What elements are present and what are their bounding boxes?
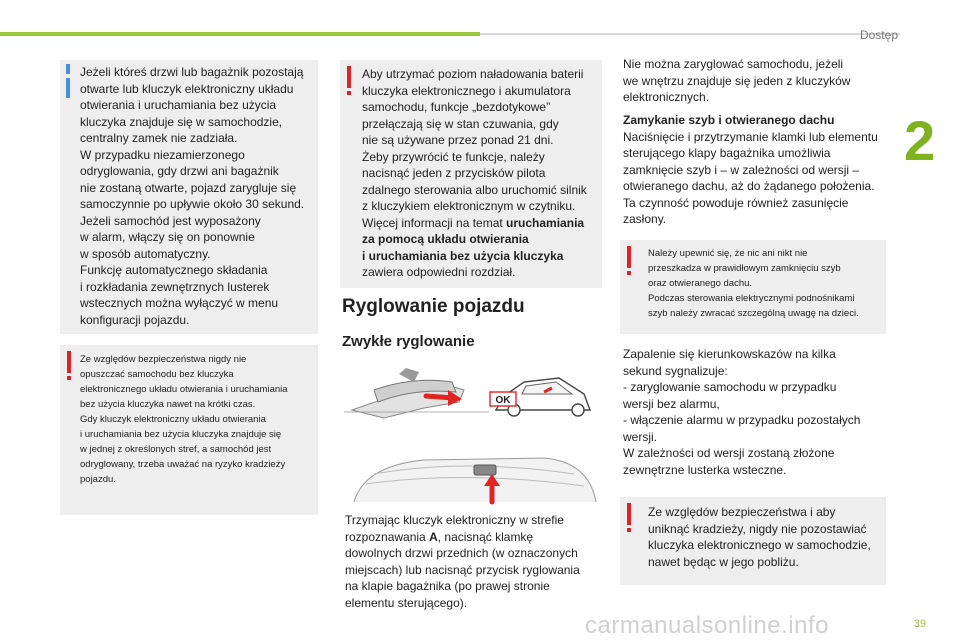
warning-mid-text-end: zawiera odpowiedni rozdział.: [362, 265, 516, 279]
locking-illustration: [344, 362, 602, 508]
bullet-text-after: , nacisnąć klamkę dowolnych drzwi przednich (w oznaczonych miejscach) lub nacisnąć przycisk ryglowania na klapie bagażnika (po prawej stronie elementu sterującego).: [345, 529, 580, 610]
warning-left-text: Ze względów bezpieczeństwa nigdy nie opuszczać samochodu bez kluczyka elektronicznego układu otwierania i uruchamiania bez użycia kluczyka nawet na krótki czas. Gdy kluczyk elektroniczny układu otwierania i uruchamiania bez użycia kluczyka znajduje się w jednej z określonych stref, a samochód jest odryglowany, trzeba uważać na ryzyko kradzieży pojazdu.: [80, 354, 288, 485]
tailgate-figure: [354, 458, 596, 502]
subsection-heading: Zwykłe ryglowanie: [342, 333, 475, 350]
windows-section: [623, 112, 888, 228]
right-intro-text: Nie można zaryglować samochodu, jeżeli we wnętrzu znajduje się jeden z kluczyków elektronicznych.: [623, 57, 851, 104]
warning-right-1-text: Należy upewnić się, że nic ani nikt nie przeszkadza w prawidłowym zamknięciu szyb oraz otwieranego dachu. Podczas sterowania elektrycznymi podnośnikami szyb należy zwracać szczególną uwagę na dzieci.: [648, 248, 859, 319]
watermark: carmanualsonline.info: [585, 612, 829, 639]
section-heading: Ryglowanie pojazdu: [342, 296, 525, 317]
warning-mid-text-plain: Aby utrzymać poziom naładowania baterii kluczyka elektronicznego i akumulatora samochodu, funkcje „bezdotykowe” przełączają się w stan czuwania, gdy nie są używane przez ponad 21 dni. Żeby przywrócić te funkcje, należy nacisnąć jeden z przycisków pilota zdalnego sterowania albo uruchomić silnik z kluczykiem elektronicznym w czytniku. Więcej informacji na temat: [362, 67, 587, 230]
warning-icon: [627, 246, 631, 268]
tailgate-lock-button: [474, 465, 496, 475]
warning-right-2-text: Ze względów bezpieczeństwa i aby uniknąć kradzieży, nigdy nie pozostawiać kluczyka elektronicznego w samochodzie, nawet będąc w jego pobliżu.: [648, 505, 871, 569]
info-icon: [66, 78, 70, 98]
page-number: 39: [913, 618, 926, 630]
warning-icon-dot: [347, 91, 351, 95]
instruction-bullet: [345, 512, 607, 611]
chapter-number: 2: [904, 109, 936, 172]
warning-icon: [347, 66, 351, 88]
section-title: Dostęp: [859, 28, 898, 42]
warning-mid-text-bold: uruchamiania za pomocą układu otwierania i uruchamiania bez użycia kluczyka: [362, 215, 585, 263]
ok-label: OK: [495, 395, 511, 406]
warning-icon-dot: [627, 271, 631, 275]
header-divider: [480, 33, 900, 35]
warning-icon-dot: [627, 528, 631, 532]
zone-letter: A: [429, 529, 438, 544]
bullet-text-before: Trzymając kluczyk elektroniczny w strefie rozpoznawania: [345, 513, 564, 544]
info-box-text: Jeżeli któreś drzwi lub bagażnik pozostają otwarte lub kluczyk elektroniczny układu otwierania i uruchamiania bez użycia kluczyka znajduje się w samochodzie, centralny zamek nie zadziała. W przypadku niezamierzonego odryglowania, gdy drzwi ani bagażnik nie zostaną otwarte, pojazd zarygluje się samoczynnie po upływie około 30 sekund. Jeżeli samochód jest wyposażony w alarm, włączy się on ponownie w sposób automatyczny. Funkcję automatycznego składania i rozkładania zewnętrznych lusterek wstecznych można wyłączyć w menu konfiguracji pojazdu.: [80, 65, 305, 327]
info-icon-dot: [66, 64, 70, 74]
warning-icon: [627, 503, 631, 525]
signal-conditions-text: Zapalenie się kierunkowskazów na kilka sekund sygnalizuje: - zaryglowanie samochodu w przypadku wersji bez alarmu, - włączenie alarmu w przypadku pozostałych wersji. W zależności od wersji zostaną złożone zewnętrzne lusterka wsteczne.: [623, 347, 861, 477]
header-accent-bar: [0, 32, 480, 36]
windows-text: Naciśnięcie i przytrzymanie klamki lub elementu sterującego klapy bagażnika umożliwia zamknięcie szyb i – w zależności od wersji – otwieranego dachu, aż do żądanego położenia. Ta czynność powoduje również zasunięcie zasłony.: [623, 129, 878, 226]
windows-heading: Zamykanie szyb i otwieranego dachu: [623, 113, 835, 127]
warning-icon-dot: [67, 376, 71, 380]
warning-icon: [67, 351, 71, 373]
warning-mid-text: [362, 66, 598, 281]
